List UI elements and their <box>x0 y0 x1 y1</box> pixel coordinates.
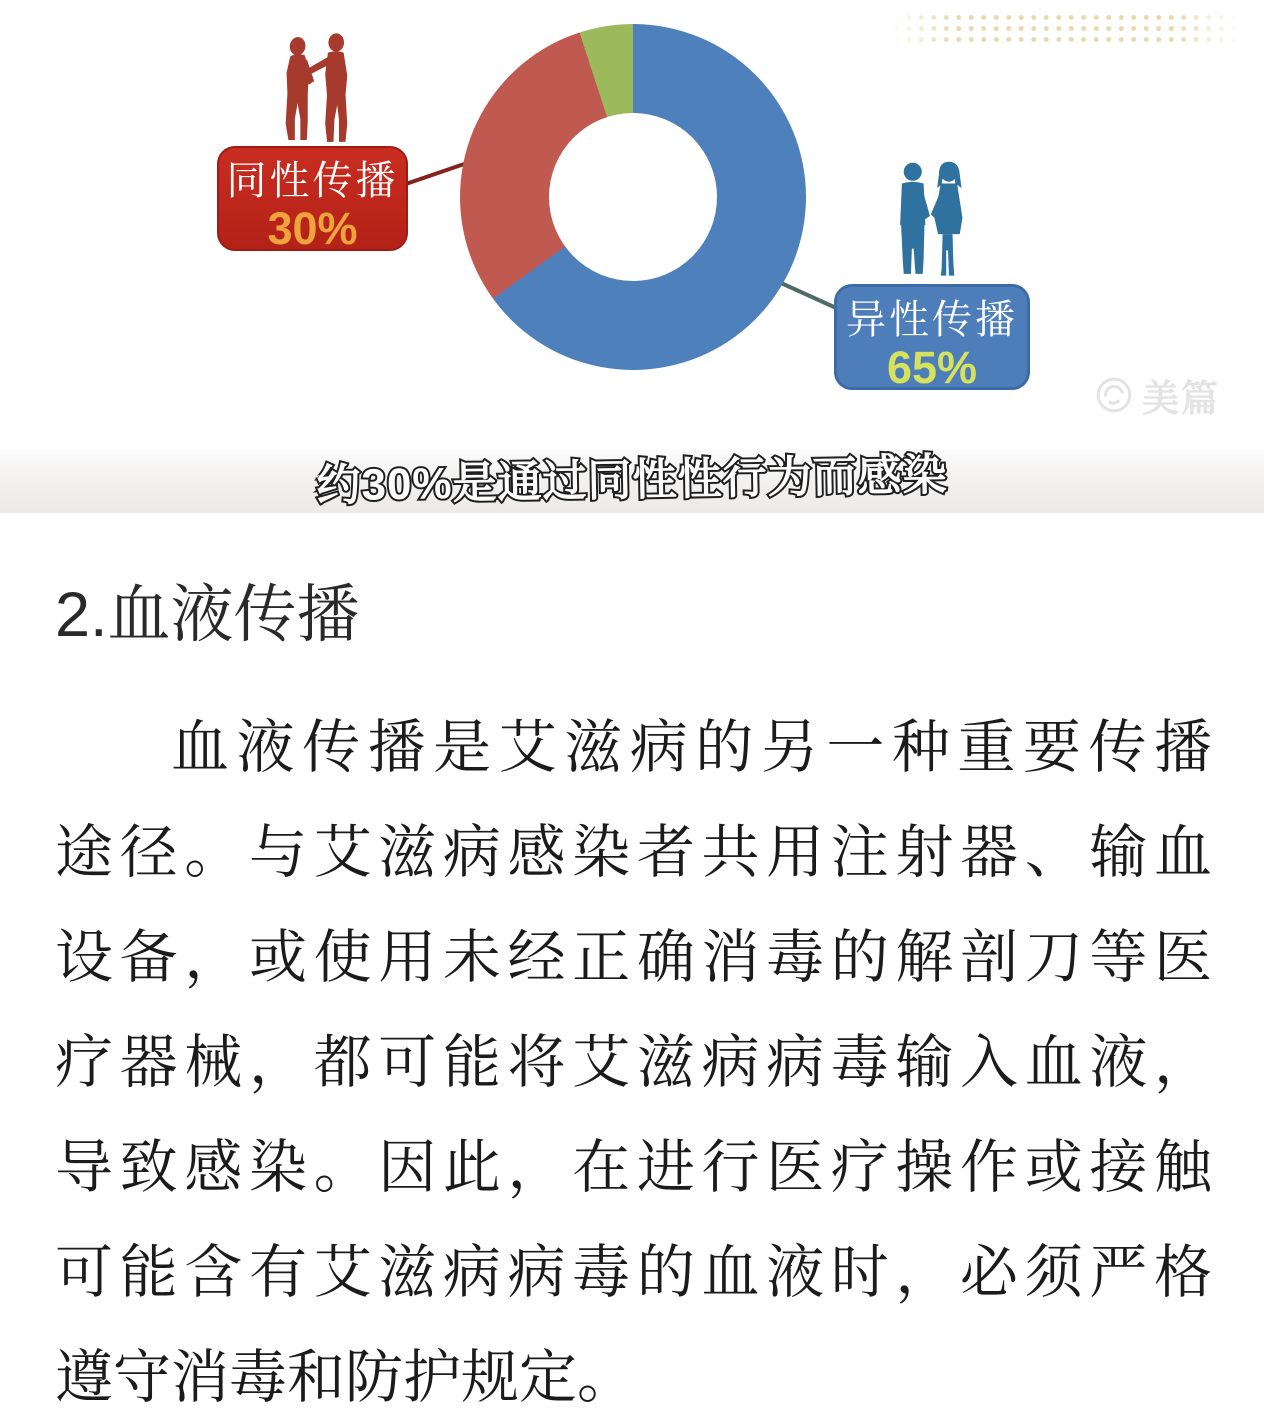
transmission-infographic-image[interactable] <box>0 0 1264 515</box>
paragraph-line: 可能含有艾滋病病毒的血液时，必须严格 <box>55 1240 1212 1305</box>
paragraph-line: 遵守消毒和防护规定。 <box>55 1345 636 1410</box>
watermark-text: 美篇 <box>1142 378 1220 419</box>
donut-hole <box>549 113 717 281</box>
section-heading: 2.血液传播 <box>55 580 360 650</box>
paragraph-line: 设备，或使用未经正确消毒的解剖刀等医 <box>55 925 1212 990</box>
donut-chart <box>460 24 806 370</box>
two-men-silhouette-icon <box>270 30 362 148</box>
meipian-watermark <box>1094 368 1220 422</box>
article-body <box>0 577 1264 1414</box>
callout-heterosexual-transmission <box>834 284 1030 393</box>
subtitle-bar <box>0 449 1264 513</box>
callout-label: 异性传播 <box>846 298 1018 342</box>
meipian-logo-icon <box>1094 375 1134 415</box>
callout-percent: 30% <box>267 203 358 254</box>
paragraph-line: 疗器械，都可能将艾滋病病毒输入血液， <box>55 1030 1212 1095</box>
paragraph <box>55 695 1212 1414</box>
callout-same-sex-transmission <box>217 146 408 254</box>
callout-percent: 65% <box>886 342 978 393</box>
subtitle-text: 约30%是通过同性性行为而感染 <box>316 450 948 511</box>
paragraph-line: 血液传播是艾滋病的另一种重要传播 <box>171 715 1212 780</box>
paragraph-line: 导致感染。因此，在进行医疗操作或接触 <box>55 1135 1212 1200</box>
man-woman-couple-silhouette-icon <box>888 160 980 282</box>
callout-label: 同性传播 <box>226 159 399 203</box>
paragraph-line: 途径。与艾滋病感染者共用注射器、输血 <box>55 820 1212 885</box>
